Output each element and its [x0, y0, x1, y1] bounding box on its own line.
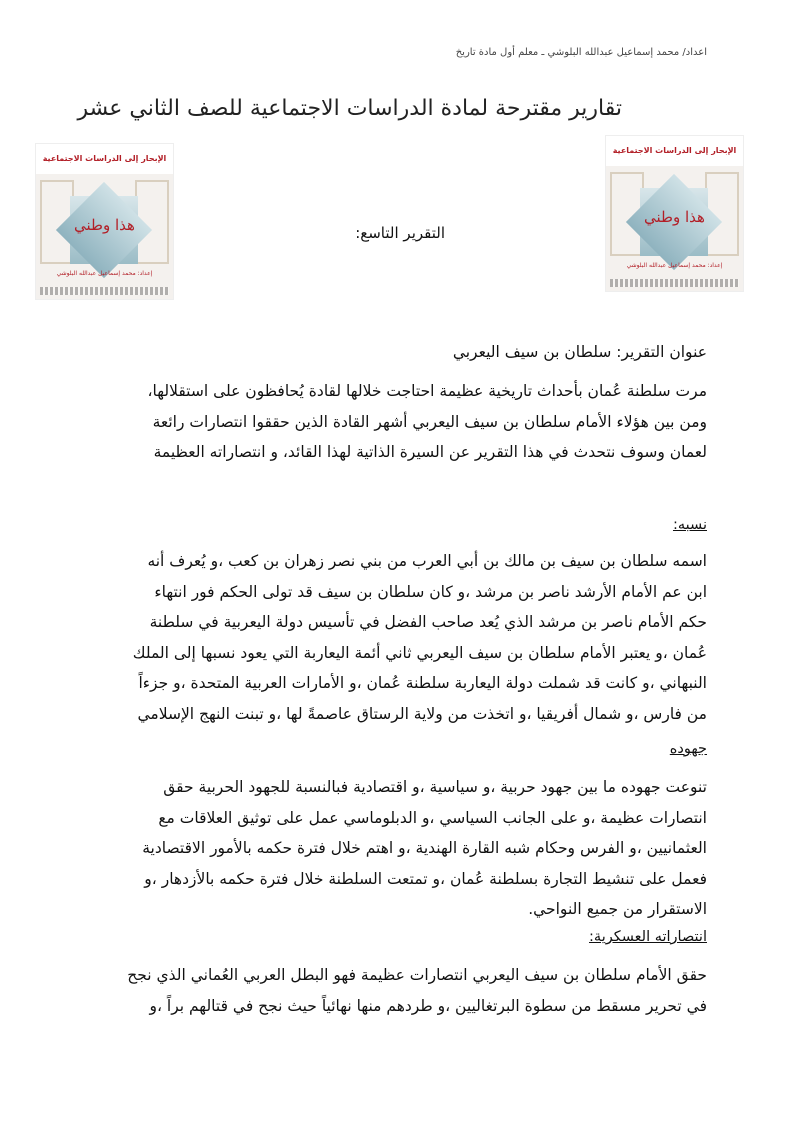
text-line: حكم الأمام ناصر بن مرشد الذي يُعد صاحب الفضل في تأسيس دولة اليعربية في سلطنة [149, 613, 707, 631]
book-cover-image-left [35, 143, 174, 300]
cover-author: إعداد: محمد إسماعيل عبدالله البلوشي [626, 262, 723, 269]
author-header: اعداد/ محمد إسماعيل عبدالله البلوشي ـ معلم أول مادة تاريخ [455, 47, 707, 58]
text-line: حقق الأمام سلطان بن سيف اليعربي انتصارات عظيمة فهو البطل العربي العُماني الذي نجح [127, 966, 707, 984]
victories-paragraph [127, 960, 707, 1021]
report-number: التقرير التاسع: [355, 224, 445, 242]
report-subject: عنوان التقرير: سلطان بن سيف اليعربي [452, 343, 707, 361]
text-line: عُمان ،و يعتبر الأمام سلطان بن سيف اليعربي ثاني أئمة اليعاربة التي يعود نسبها إلى الملك [132, 643, 707, 662]
text-line: ومن بين هؤلاء الأمام سلطان بن سيف اليعربي أشهر القادة الذين حققوا انتصارات رائعة [152, 412, 707, 431]
text-line: في تحرير مسقط من سطوة البرتغاليين ،و طردهم منها نهائياً حيث نجح في قتالهم براً ،و [149, 996, 707, 1015]
lineage-paragraph [133, 546, 707, 729]
efforts-paragraph [142, 772, 707, 925]
text-line: ابن عم الأمام الأرشد ناصر بن مرشد ،و كان سلطان بن سيف قد تولى الحكم فور انتهاء [154, 582, 707, 601]
section-heading-lineage: نسبه: [672, 517, 707, 533]
text-line: تنوعت جهوده ما بين جهود حربية ،و سياسية ،و اقتصادية فبالنسبة للجهود الحربية حقق [163, 778, 707, 796]
page-title: تقارير مقترحة لمادة الدراسات الاجتماعية للصف الثاني عشر [77, 96, 622, 121]
text-line: فعمل على تنشيط التجارة بسلطنة عُمان ،و تمتعت السلطنة خلال فترة حكمه بالأزدهار ،و [144, 869, 707, 888]
cover-logo: هذا وطني [74, 216, 135, 234]
cover-logo: هذا وطني [644, 208, 705, 226]
text-line: انتصارات عظيمة ،و على الجانب السياسي ،و الدبلوماسي عمل على توثيق العلاقات مع [158, 808, 707, 827]
text-line: النبهاني ،و كانت قد شملت دولة اليعاربة سلطنة عُمان ،و الأمارات العربية المتحدة ،و جزءاً [138, 674, 707, 692]
text-line: الاستقرار من جميع النواحي. [528, 900, 707, 918]
section-heading-efforts: جهوده [669, 741, 707, 757]
book-cover-image-right [605, 135, 744, 292]
intro-paragraph [148, 376, 708, 468]
cover-title: الإبحار إلى الدراسات الاجتماعية [42, 154, 167, 163]
cover-title: الإبحار إلى الدراسات الاجتماعية [612, 146, 737, 155]
cover-author: إعداد: محمد إسماعيل عبدالله البلوشي [56, 270, 153, 277]
text-line: اسمه سلطان بن سيف بن مالك بن أبي العرب من بني نصر زهران بن كعب ،و يُعرف أنه [147, 552, 707, 570]
text-line: العثمانيين ،و الفرس وحكام شبه القارة الهندية ،و اهتم خلال فترة حكمه بالأمور الاقتصادية [142, 839, 707, 857]
text-line: من فارس ،و شمال أفريقيا ،و اتخذت من ولاية الرستاق عاصمةً لها ،و تبنت النهج الإسلامي [137, 704, 707, 723]
text-line: مرت سلطنة عُمان بأحداث تاريخية عظيمة احتاجت خلالها لقادة يُحافظون على استقلالها، [147, 382, 707, 400]
section-heading-victories: انتصاراته العسكرية: [589, 929, 707, 945]
text-line: لعمان وسوف نتحدث في هذا التقرير عن السيرة الذاتية لهذا القائد، و انتصاراته العظيمة [153, 443, 707, 461]
